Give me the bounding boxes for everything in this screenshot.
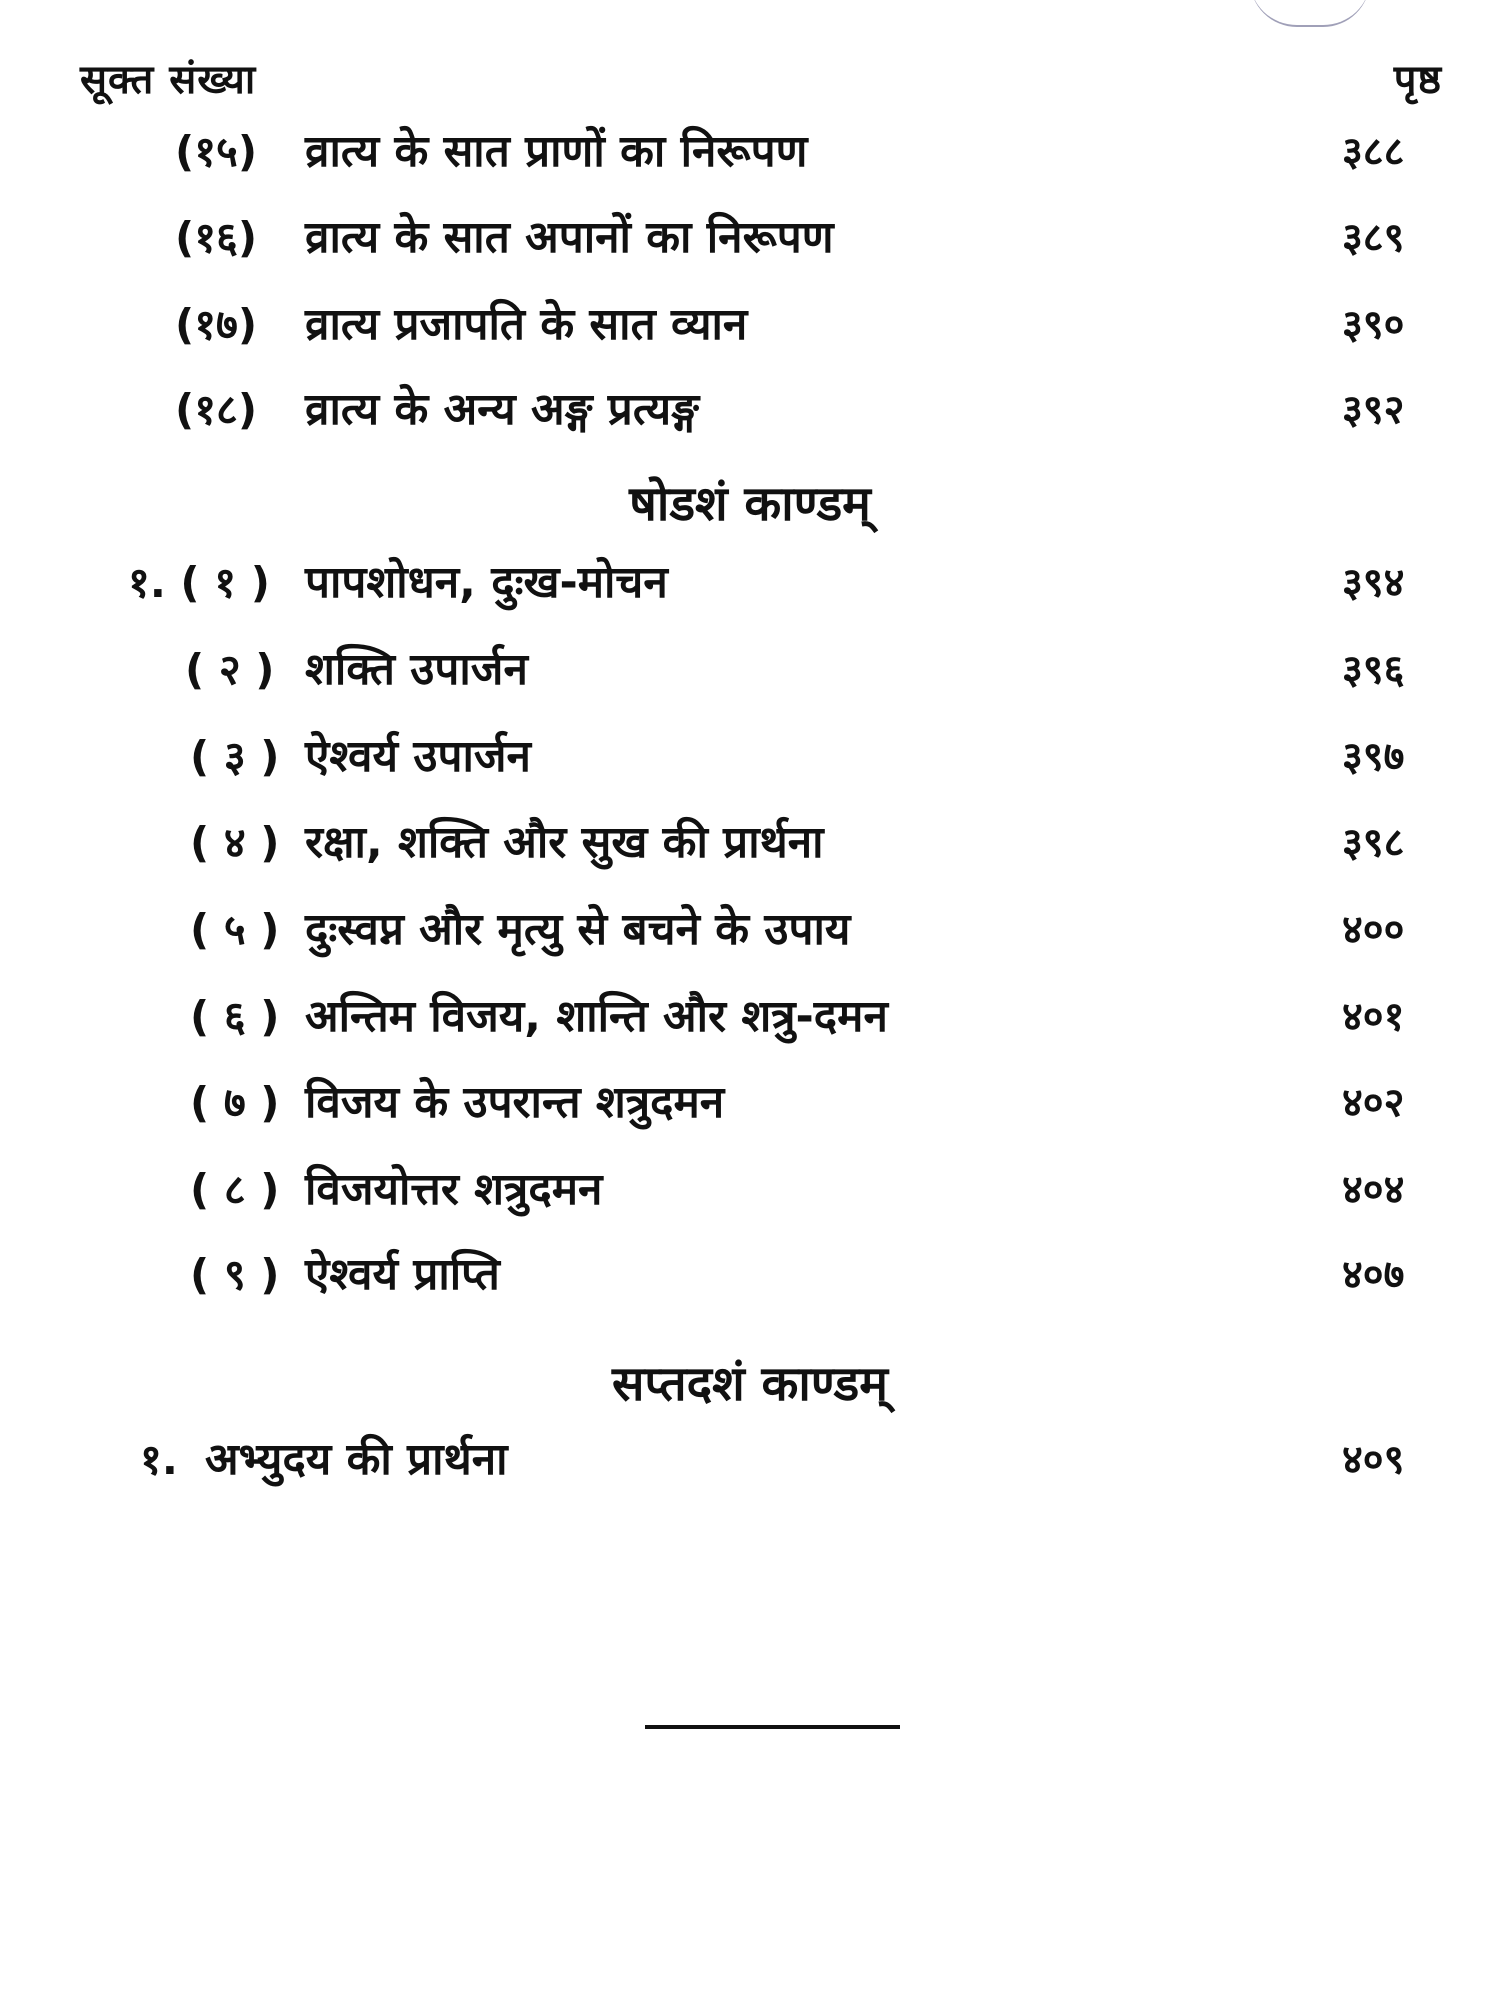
- toc-row: [0, 987, 1500, 1047]
- toc-row: [0, 1073, 1500, 1133]
- toc-title: विजय के उपरान्त शत्रुदमन: [305, 1077, 725, 1128]
- toc-title: व्रात्य के सात प्राणों का निरूपण: [305, 126, 808, 177]
- toc-page: ४०२: [1342, 1080, 1405, 1126]
- toc-page: ३९७: [1342, 734, 1405, 780]
- toc-page: ४००: [1342, 907, 1405, 953]
- toc-row: [0, 813, 1500, 873]
- toc-number: (१८): [175, 385, 258, 434]
- column-header-page: पृष्ठ: [1393, 57, 1442, 103]
- toc-number: ( ९ ): [190, 1250, 280, 1299]
- toc-page: ३९६: [1342, 647, 1405, 693]
- toc-row: [0, 122, 1500, 182]
- toc-page: ४०७: [1342, 1252, 1405, 1298]
- toc-page: ३९२: [1342, 387, 1405, 433]
- toc-page: ४०९: [1342, 1437, 1405, 1483]
- toc-title: व्रात्य के अन्य अङ्ग प्रत्यङ्ग: [305, 384, 699, 435]
- toc-page: ४०४: [1342, 1167, 1405, 1213]
- toc-number: ( ४ ): [190, 818, 280, 867]
- toc-page: ३८९: [1342, 215, 1405, 261]
- toc-row: [0, 380, 1500, 440]
- section-heading-16: षोडशं काण्डम्: [629, 476, 871, 532]
- toc-number: ( ८ ): [190, 1165, 280, 1214]
- toc-title: दुःस्वप्न और मृत्यु से बचने के उपाय: [305, 904, 851, 955]
- toc-title: ऐश्वर्य प्राप्ति: [305, 1249, 500, 1300]
- toc-title: रक्षा, शक्ति और सुख की प्रार्थना: [305, 817, 824, 868]
- toc-row: [0, 553, 1500, 613]
- toc-number: (१६): [175, 213, 258, 262]
- toc-row: [0, 900, 1500, 960]
- toc-title: व्रात्य प्रजापति के सात व्यान: [305, 299, 748, 350]
- toc-page: ३९०: [1342, 302, 1405, 348]
- toc-number: ( ५ ): [190, 905, 280, 954]
- toc-number: ( ३ ): [190, 732, 280, 781]
- toc-number: ( ६ ): [190, 992, 280, 1041]
- toc-title: शक्ति उपार्जन: [305, 644, 528, 695]
- toc-page: ४०१: [1342, 994, 1405, 1040]
- end-divider: [645, 1725, 900, 1729]
- toc-number: (१५): [175, 127, 258, 176]
- toc-row: [0, 1160, 1500, 1220]
- toc-number: १.: [140, 1435, 178, 1484]
- toc-number: १. ( १ ): [128, 558, 270, 607]
- toc-title: ऐश्वर्य उपार्जन: [305, 731, 531, 782]
- toc-title: व्रात्य के सात अपानों का निरूपण: [305, 212, 834, 263]
- toc-page: ३८८: [1342, 129, 1405, 175]
- section-heading-17: सप्तदशं काण्डम्: [612, 1356, 888, 1412]
- toc-title: पापशोधन, दुःख-मोचन: [305, 557, 668, 608]
- toc-title: अभ्युदय की प्रार्थना: [205, 1434, 508, 1485]
- toc-row: [0, 727, 1500, 787]
- toc-row: [0, 1245, 1500, 1305]
- toc-row: [0, 640, 1500, 700]
- toc-row: [0, 295, 1500, 355]
- toc-row: [0, 208, 1500, 268]
- toc-page: ३९८: [1342, 820, 1405, 866]
- toc-page: ३९४: [1342, 560, 1405, 606]
- toc-number: ( २ ): [185, 645, 275, 694]
- toc-row: [0, 1430, 1500, 1490]
- toc-title: विजयोत्तर शत्रुदमन: [305, 1164, 603, 1215]
- toc-number: ( ७ ): [190, 1078, 280, 1127]
- corner-mark: [1250, 0, 1370, 27]
- toc-number: (१७): [175, 300, 258, 349]
- column-header-sukta: सूक्त संख्या: [80, 57, 257, 103]
- toc-title: अन्तिम विजय, शान्ति और शत्रु-दमन: [305, 991, 888, 1042]
